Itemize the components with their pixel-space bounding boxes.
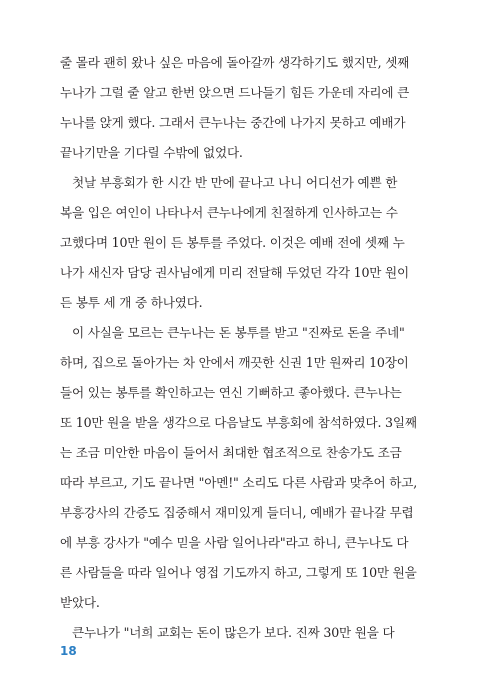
text-line: 른 사람들을 따라 일어나 영접 기도까지 하고, 그렇게 또 10만 원을 — [60, 565, 417, 580]
text-line: 따라 부르고, 기도 끝나면 "아멘!" 소리도 다른 사람과 맞추어 하고, — [60, 475, 418, 490]
paragraph-4 — [60, 618, 440, 648]
text-line: 이 사실을 모르는 큰누나는 돈 봉투를 받고 "진짜로 돈을 주네" — [72, 325, 405, 340]
page-number: 18 — [60, 644, 77, 658]
text-line: 누나가 그럴 줄 알고 한번 앉으면 드나들기 힘든 가운데 자리에 큰 — [60, 85, 410, 100]
text-line: 하며, 집으로 돌아가는 차 안에서 깨끗한 신권 1만 원짜리 10장이 — [60, 355, 409, 370]
text-line: 끝나기만을 기다릴 수밖에 없었다. — [60, 145, 243, 160]
paragraph-3 — [60, 318, 440, 618]
text-line: 또 10만 원을 받을 생각으로 다음날도 부흥회에 참석하였다. 3일째 — [60, 415, 417, 430]
text-line: 부흥강사의 간증도 집중해서 재미있게 들더니, 예배가 끝나갈 무렵 — [60, 505, 414, 520]
paragraph-2 — [60, 168, 440, 318]
text-line: 받았다. — [60, 595, 100, 610]
text-line: 누나를 앉게 했다. 그래서 큰누나는 중간에 나가지 못하고 예배가 — [60, 115, 406, 130]
text-line: 줄 몰라 괜히 왔나 싶은 마음에 돌아갈까 생각하기도 했지만, 셋째 — [60, 55, 410, 70]
text-line: 복을 입은 여인이 나타나서 큰누나에게 친절하게 인사하고는 수 — [60, 205, 398, 220]
text-line: 들어 있는 봉투를 확인하고는 연신 기뻐하고 좋아했다. 큰누나는 — [60, 385, 402, 400]
paragraph-1 — [60, 48, 440, 168]
text-line: 는 조금 미안한 마음이 들어서 최대한 협조적으로 찬송가도 조금 — [60, 445, 402, 460]
text-line: 고했다며 10만 원이 든 봉투를 주었다. 이것은 예배 전에 셋째 누 — [60, 235, 405, 250]
body-text — [60, 48, 440, 648]
text-line: 든 봉투 세 개 중 하나였다. — [60, 295, 203, 310]
text-line: 큰누나가 "너희 교회는 돈이 많은가 보다. 진짜 30만 원을 다 — [72, 625, 395, 640]
text-line: 첫날 부흥회가 한 시간 반 만에 끝나고 나니 어디선가 예쁜 한 — [72, 175, 398, 190]
text-line: 나가 새신자 담당 권사님에게 미리 전달해 두었던 각각 10만 원이 — [60, 265, 409, 280]
text-line: 에 부흥 강사가 "예수 믿을 사람 일어나라"라고 하니, 큰누나도 다 — [60, 535, 409, 550]
